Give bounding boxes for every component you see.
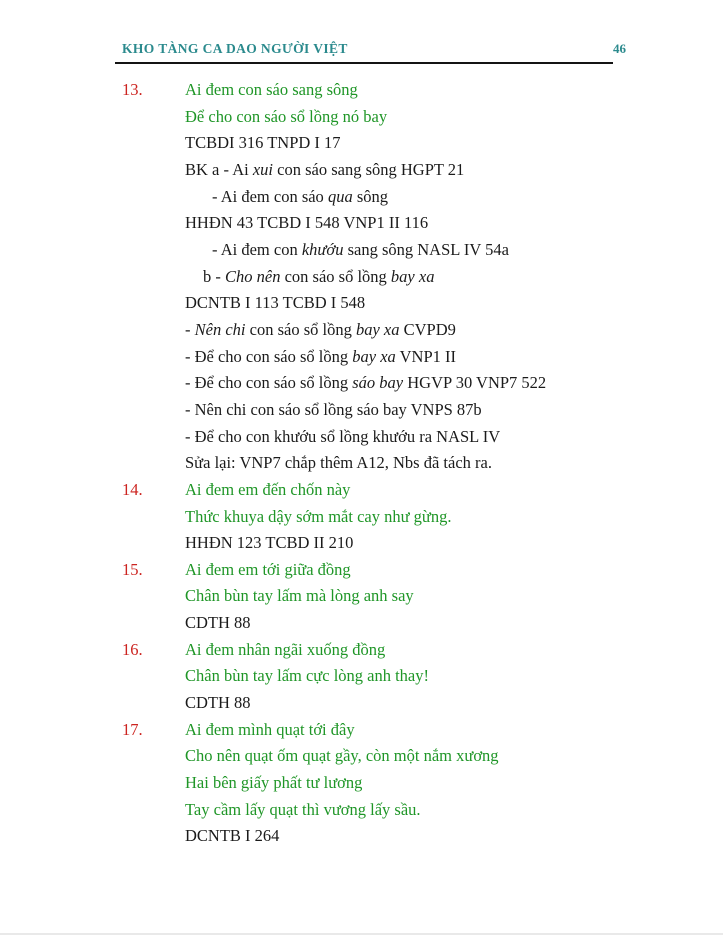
entries [122, 77, 693, 850]
entry-line [122, 264, 693, 291]
entry-line [122, 477, 693, 504]
entry-line [122, 237, 693, 264]
entry-line [122, 450, 693, 477]
reference-line: - Nên chi con sáo sổ lồng bay xa CVPD9 [185, 319, 456, 339]
entry-line [122, 397, 693, 424]
entry-line [122, 370, 693, 397]
reference-line: - Ai đem con khướu sang sông NASL IV 54a [212, 239, 509, 259]
reference-line: BK a - Ai xui con sáo sang sông HGPT 21 [185, 159, 465, 179]
entry-line [122, 823, 693, 850]
header-rule [115, 62, 613, 64]
entry-number: 13. [122, 80, 143, 99]
entry-line [122, 184, 693, 211]
reference-line: - Để cho con khướu sổ lồng khướu ra NASL IV [185, 426, 501, 446]
verse-line: Chân bùn tay lấm mà lòng anh say [185, 586, 414, 606]
verse-line: Ai đem nhân ngãi xuống đồng [185, 639, 386, 659]
verse-line: Ai đem em tới giữa đồng [185, 559, 351, 579]
reference-line: - Ai đem con sáo qua sông [212, 186, 388, 206]
reference-line: CDTH 88 [185, 613, 251, 633]
entry-number: 17. [122, 719, 143, 739]
reference-line: - Để cho con sáo sổ lồng sáo bay HGVP 30 VNP7 522 [185, 373, 547, 393]
reference-line: - Nên chi con sáo sổ lồng sáo bay VNPS 87b [185, 399, 482, 419]
reference-line: - Để cho con sáo sổ lồng bay xa VNP1 II [185, 346, 456, 366]
entry-number: 16. [122, 639, 143, 659]
page-header-title: KHO TÀNG CA DAO NGƯỜI VIỆT [122, 41, 348, 56]
reference-line: DCNTB I 113 TCBD I 548 [185, 293, 366, 313]
entry-line [122, 317, 693, 344]
reference-line: HHĐN 43 TCBD I 548 VNP1 II 116 [185, 213, 429, 233]
reference-line: TCBDI 316 TNPD I 17 [185, 133, 341, 153]
entry-line [122, 610, 693, 637]
entry-line [122, 157, 693, 184]
verse-line: Thức khuya dậy sớm mắt cay như gừng. [185, 506, 452, 526]
page-number: 46 [613, 41, 626, 56]
entry-line [122, 424, 693, 451]
reference-line: Sửa lại: VNP7 chắp thêm A12, Nbs đã tách ra. [185, 453, 492, 473]
reference-line: HHĐN 123 TCBD II 210 [185, 533, 354, 553]
verse-line: Ai đem em đến chốn này [185, 479, 351, 499]
entry-line [122, 663, 693, 690]
entry-line [122, 743, 693, 770]
reference-line: DCNTB I 264 [185, 826, 280, 846]
entry-line [122, 530, 693, 557]
verse-line: Tay cầm lấy quạt thì vương lấy sầu. [185, 799, 421, 819]
reference-line: b - Cho nên con sáo sổ lồng bay xa [203, 266, 435, 286]
entry-line [122, 770, 693, 797]
verse-line: Hai bên giấy phất tư lương [185, 773, 363, 793]
entry-number: 14. [122, 479, 143, 499]
verse-line: Ai đem con sáo sang sông [185, 80, 358, 99]
entry-line [122, 717, 693, 744]
entry-line [122, 344, 693, 371]
entry-line [122, 210, 693, 237]
entry-line [122, 77, 693, 104]
verse-line: Chân bùn tay lấm cực lòng anh thay! [185, 666, 430, 686]
entry-line [122, 557, 693, 584]
entry-number: 15. [122, 559, 143, 579]
entry-line [122, 690, 693, 717]
entry-line [122, 130, 693, 157]
verse-line: Cho nên quạt ốm quạt gầy, còn một nắm xương [185, 746, 499, 766]
entry-line [122, 637, 693, 664]
entry-line [122, 290, 693, 317]
verse-line: Ai đem mình quạt tới đây [185, 719, 355, 739]
entry-line [122, 504, 693, 531]
entry-line [122, 797, 693, 824]
entry-line [122, 104, 693, 131]
entry-line [122, 583, 693, 610]
reference-line: CDTH 88 [185, 693, 251, 713]
verse-line: Để cho con sáo sổ lồng nó bay [185, 106, 388, 126]
